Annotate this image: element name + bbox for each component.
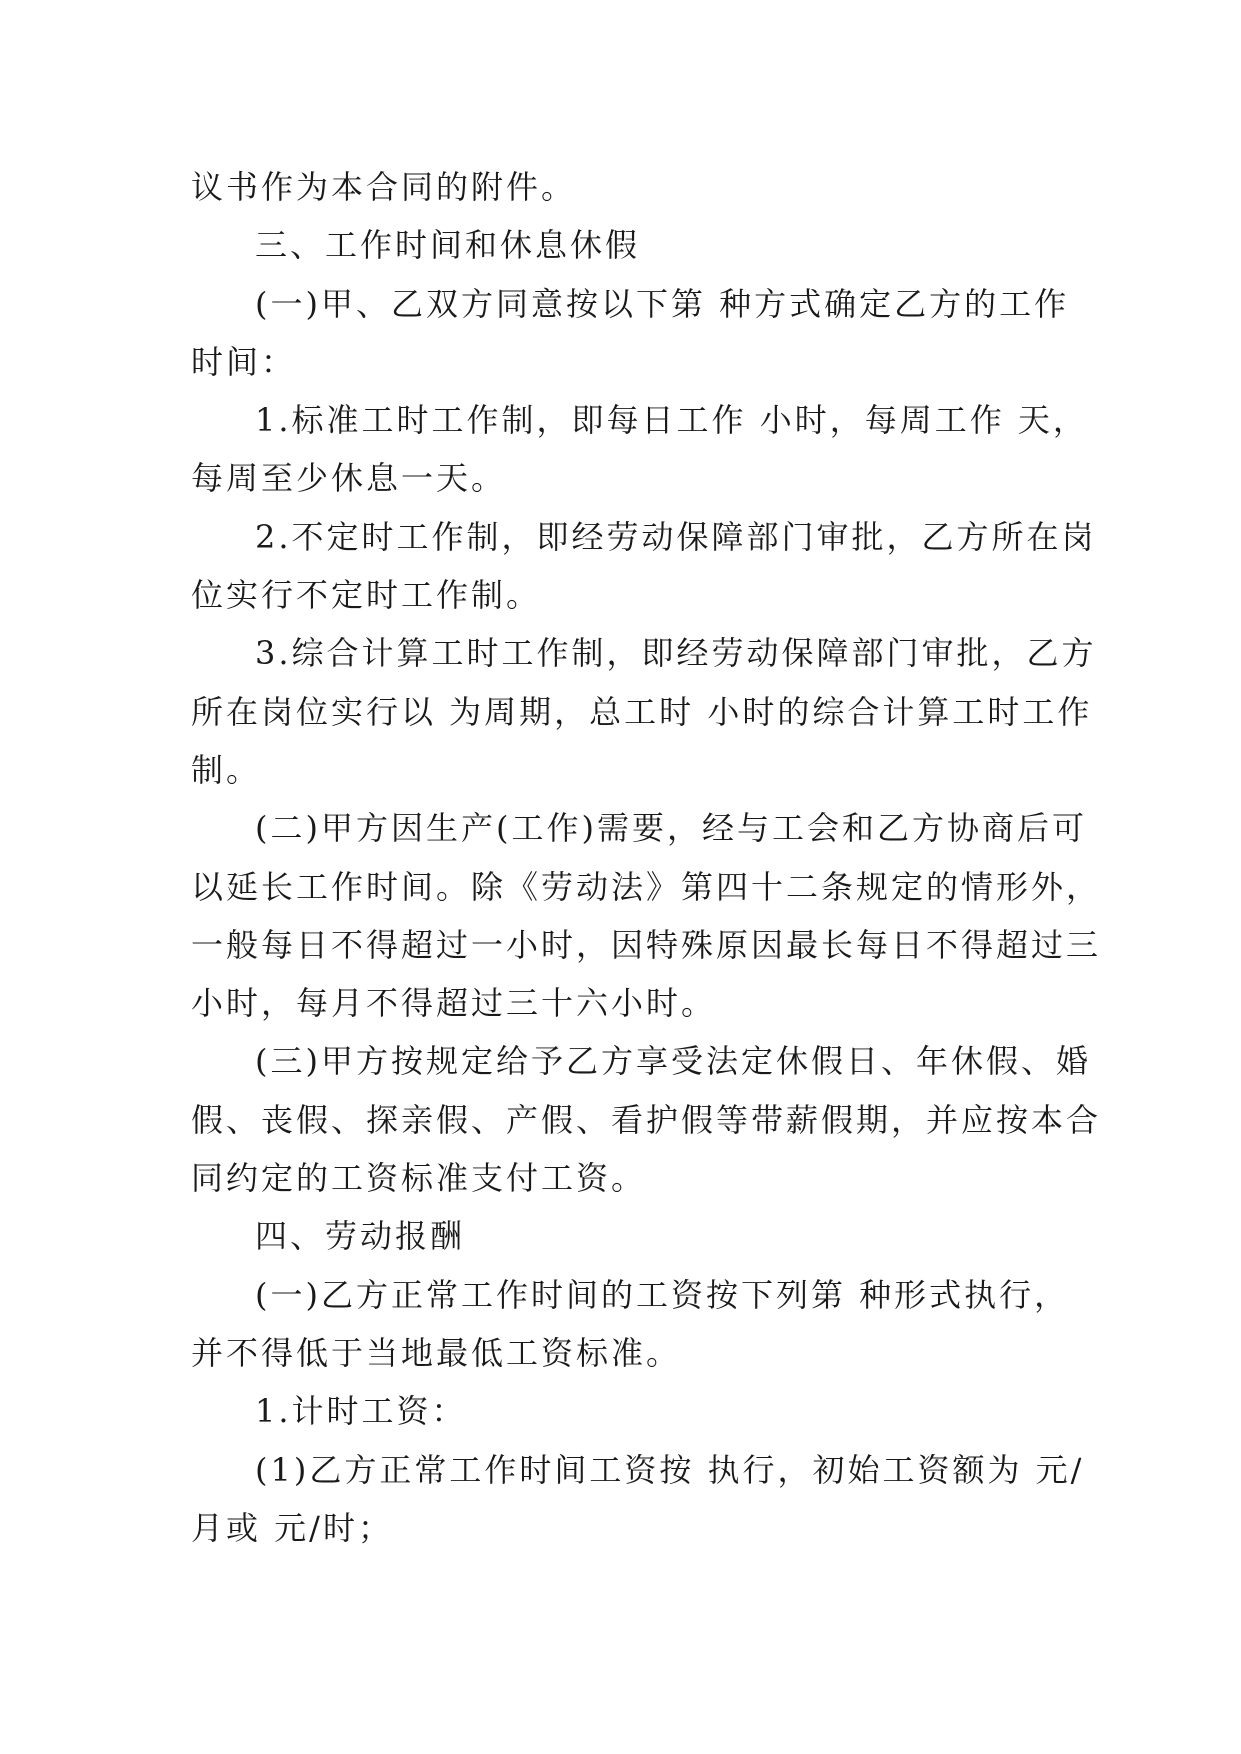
- text-line: (三)甲方按规定给予乙方享受法定休假日、年休假、婚: [255, 1042, 1091, 1081]
- text-line: 同约定的工资标准支付工资。: [191, 1159, 647, 1198]
- text-line: 3.综合计算工时工作制，即经劳动保障部门审批，乙方: [255, 634, 1097, 673]
- text-line: 月或 元/时；: [191, 1508, 393, 1547]
- text-line: (一)乙方正常工作时间的工资按下列第 种形式执行，: [255, 1275, 1070, 1314]
- text-line: 制。: [191, 750, 262, 789]
- text-line: 以延长工作时间。除《劳动法》第四十二条规定的情形外，: [191, 867, 1102, 906]
- text-line: (一)甲、乙双方同意按以下第 种方式确定乙方的工作: [255, 284, 1070, 323]
- text-line: 议书作为本合同的附件。: [191, 168, 577, 206]
- text-line: 2.不定时工作制，即经劳动保障部门审批，乙方所在岗: [255, 517, 1097, 556]
- text-line: 小时，每月不得超过三十六小时。: [191, 984, 717, 1023]
- text-line: 所在岗位实行以 为周期，总工时 小时的综合计算工时工作: [191, 692, 1093, 731]
- text-line: 位实行不定时工作制。: [191, 576, 542, 615]
- text-line: 1.计时工资：: [255, 1392, 467, 1431]
- text-line: 1.标准工时工作制，即每日工作 小时，每周工作 天，: [255, 401, 1088, 440]
- text-line: 一般每日不得超过一小时，因特殊原因最长每日不得超过三: [191, 925, 1102, 964]
- text-line: (二)甲方因生产(工作)需要，经与工会和乙方协商后可: [255, 809, 1087, 848]
- document-body: [191, 158, 1102, 1557]
- section-heading: 三、工作时间和休息休假: [255, 226, 641, 265]
- text-line: 假、丧假、探亲假、产假、看护假等带薪假期，并应按本合: [191, 1100, 1102, 1139]
- text-line: 每周至少休息一天。: [191, 459, 507, 498]
- text-line: 并不得低于当地最低工资标准。: [191, 1333, 682, 1372]
- text-line: 时间：: [191, 342, 297, 381]
- text-line: (1)乙方正常工作时间工资按 执行，初始工资额为 元/: [255, 1450, 1085, 1489]
- section-heading: 四、劳动报酬: [255, 1217, 466, 1256]
